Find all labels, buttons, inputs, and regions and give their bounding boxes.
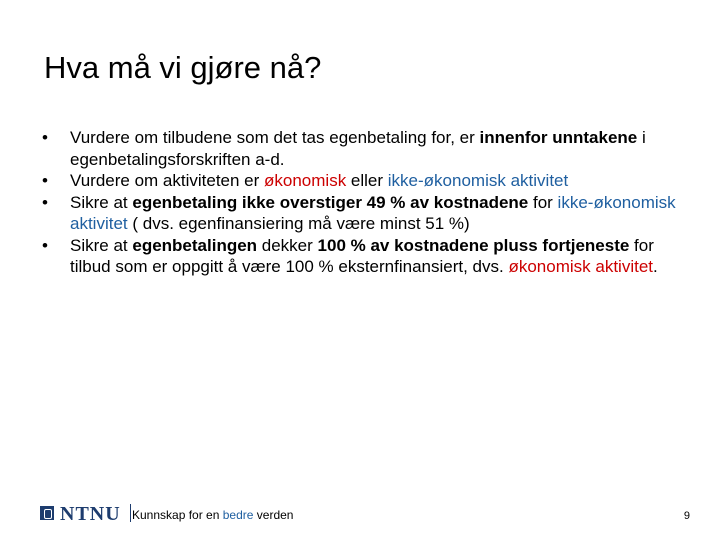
bullet-marker: •: [42, 192, 48, 212]
bullet-text-run: innenfor unntakene: [479, 128, 638, 147]
bullet-text-run: egenbetaling ikke overstiger 49 % av kostnadene: [132, 192, 529, 212]
bullet-text-run: Vurdere om tilbudene som det tas egenbetaling for, er: [70, 128, 480, 147]
bullet-text-run: Sikre at: [70, 235, 133, 255]
bullet-text-run: .: [653, 257, 658, 276]
slogan-part-1: Kunnskap for en: [132, 508, 223, 522]
bullet-text-run: dekker: [257, 235, 318, 255]
slogan-highlight: bedre: [222, 508, 254, 522]
bullet-item: [42, 192, 692, 235]
bullet-marker: •: [42, 235, 48, 255]
bullet-item: [42, 127, 692, 170]
bullet-item: [42, 235, 692, 278]
ntnu-logo-text: NTNU: [60, 503, 121, 525]
bullet-text-run: eller: [346, 171, 388, 190]
bullet-text-run: økonomisk aktivitet: [508, 257, 653, 276]
bullet-text-run: ikke-økonomisk aktivitet: [70, 192, 676, 233]
bullet-text-run: 100 % av kostnadene pluss fortjeneste: [317, 235, 630, 255]
bullet-text-run: ( dvs. egenfinansiering må være minst 51 %): [127, 214, 470, 233]
bullet-item: [42, 170, 692, 192]
footer: [40, 503, 690, 527]
ntnu-logo-icon: [40, 506, 54, 520]
bullet-marker: •: [42, 171, 48, 190]
bullet-text-run: for tilbud som er oppgitt å være 100 % eksternfinansiert, dvs.: [70, 235, 654, 276]
footer-slogan: [132, 508, 293, 522]
bullet-text-run: økonomisk: [264, 171, 347, 190]
bullet-text-run: Vurdere om aktiviteten er: [70, 171, 265, 190]
slogan-part-2: verden: [253, 508, 294, 522]
bullet-text-run: egenbetalingen: [132, 235, 258, 255]
bullet-text-run: Sikre at: [70, 192, 133, 212]
bullet-list: [42, 127, 692, 278]
slide-title: Hva må vi gjøre nå?: [44, 50, 322, 85]
bullet-marker: •: [42, 128, 48, 147]
page-number: 9: [683, 510, 690, 522]
bullet-text-run: for: [528, 192, 558, 212]
bullet-text-run: ikke-økonomisk aktivitet: [387, 171, 569, 190]
footer-divider: [130, 504, 131, 522]
bullet-text-run: i egenbetalingsforskriften a-d.: [70, 128, 646, 169]
